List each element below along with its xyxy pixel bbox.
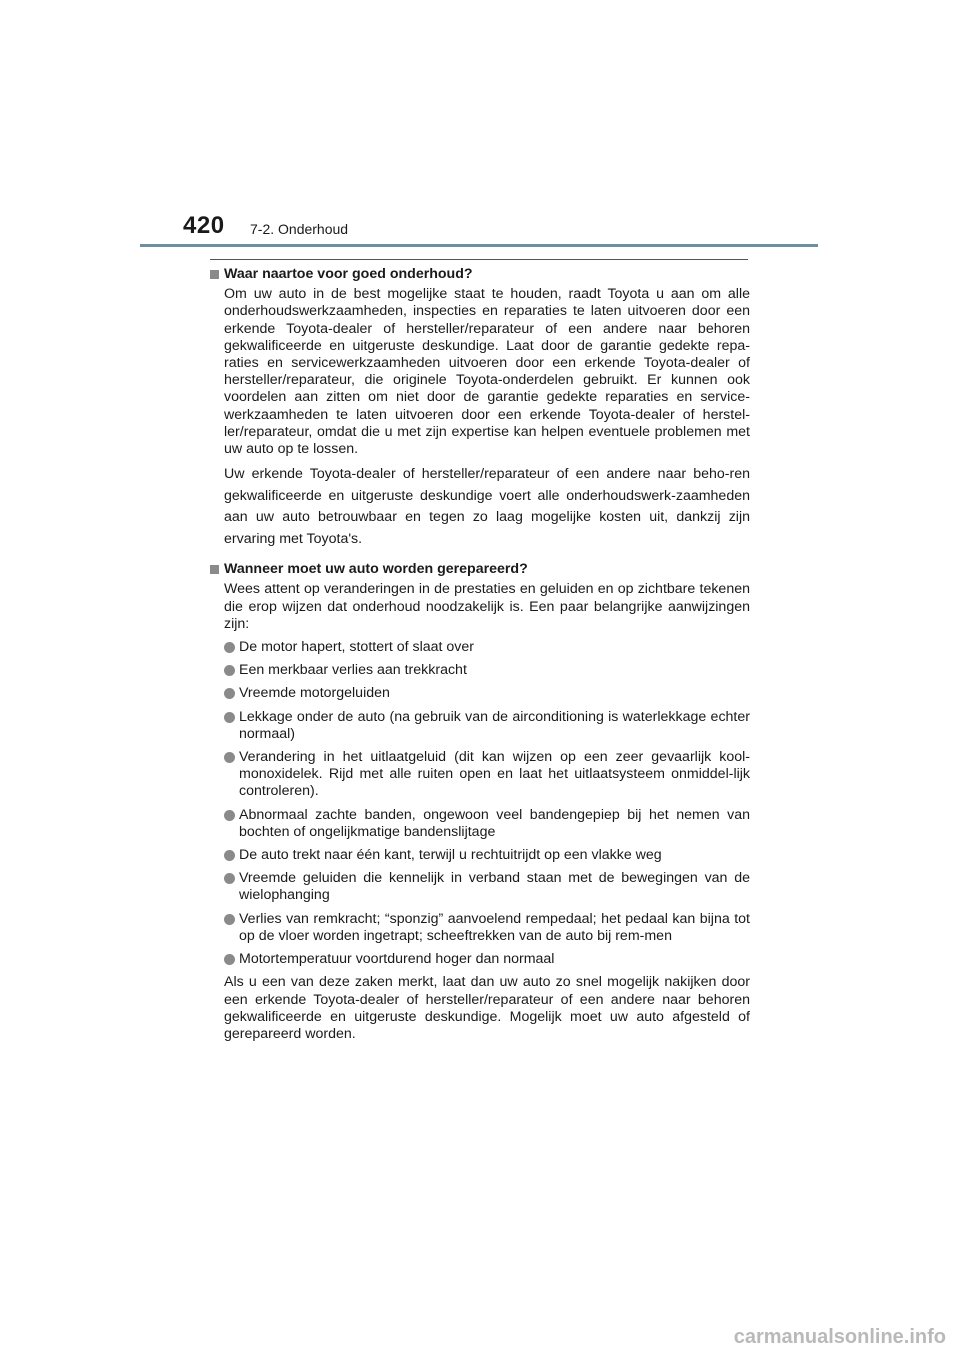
page-content <box>210 266 750 1049</box>
circle-bullet-icon <box>224 954 235 965</box>
list-item <box>224 870 750 904</box>
circle-bullet-icon <box>224 873 235 884</box>
header-rule <box>140 244 818 247</box>
circle-bullet-icon <box>224 665 235 676</box>
section-heading <box>210 266 750 283</box>
circle-bullet-icon <box>224 688 235 699</box>
watermark: carmanualsonline.info <box>733 1326 946 1348</box>
list-item-text: Vreemde motorgeluiden <box>239 685 390 702</box>
heading-text: Waar naartoe voor goed onderhoud? <box>224 266 473 282</box>
list-item <box>224 662 750 679</box>
list-item-text: De auto trekt naar één kant, terwijl u rechtuitrijdt op een vlakke weg <box>239 847 662 864</box>
list-item <box>224 911 750 945</box>
list-item-text: Lekkage onder de auto (na gebruik van de airconditioning is waterlekkage echter normaal) <box>239 708 750 742</box>
paragraph: Wees attent op veranderingen in de prestaties en geluiden en op zichtbare tekenen die erop wijzen dat onderhoud noodzakelijk is. Een paar belangrijke aanwijzingen zijn: <box>224 581 750 632</box>
circle-bullet-icon <box>224 810 235 821</box>
list-item-text: Abnormaal zachte banden, ongewoon veel bandengepiep bij het nemen van bochten of ongelijkmatige bandenslijtage <box>239 806 750 840</box>
list-item-text: Verlies van remkracht; “sponzig” aanvoelend rempedaal; het pedaal kan bijna tot op de vloer worden ingetrapt; scheeftrekken van de auto bij rem-men <box>239 910 750 944</box>
list-item <box>224 847 750 864</box>
list-item <box>224 639 750 656</box>
list-item-text: Motortemperatuur voortdurend hoger dan normaal <box>239 951 555 968</box>
list-item-text: Een merkbaar verlies aan trekkracht <box>239 662 467 679</box>
circle-bullet-icon <box>224 642 235 653</box>
list-item-text: Vreemde geluiden die kennelijk in verband staan met de bewegingen van de wielophanging <box>239 870 750 904</box>
list-item <box>224 749 750 801</box>
paragraph: Om uw auto in de best mogelijke staat te houden, raadt Toyota u aan om alle onderhoudswerkzaamheden, inspecties en reparaties te laten uitvoeren door een erkende Toyota-dealer of hersteller/reparateur of een andere naar behoren gekwalificeerde en uitgeruste deskundige. Laat door de garantie gedekte repa-raties en servicewerkzaamheden uitvoeren door een erkende Toyota-dealer of hersteller/reparateur, die originele Toyota-onderdelen gebruikt. Er kunnen ook voordelen aan zitten om niet door de garantie gedekte reparaties en service-werkzaamheden te laten uitvoeren door een erkende Toyota-dealer of herstel-ler/reparateur, omdat die u met zijn expertise kan helpen eventuele problemen met uw auto op te lossen. <box>224 286 750 458</box>
list-item <box>224 951 750 968</box>
section-heading <box>210 561 750 578</box>
circle-bullet-icon <box>224 914 235 925</box>
content-rule <box>210 259 748 260</box>
list-item <box>224 685 750 702</box>
circle-bullet-icon <box>224 712 235 723</box>
list-item-text: Verandering in het uitlaatgeluid (dit kan wijzen op een zeer gevaarlijk kool-monoxidelek. Rijd met alle ruiten open en laat het uitlaatsysteem onmiddel-lijk controleren). <box>239 749 750 800</box>
paragraph: Uw erkende Toyota-dealer of hersteller/reparateur of een andere naar beho-ren gekwalificeerde en uitgeruste deskundige voert alle onderhoudswerk-zaamheden aan uw auto betrouwbaar en tegen zo laag mogelijke kosten uit, dankzij zijn ervaring met Toyota's. <box>224 466 750 547</box>
paragraph: Als u een van deze zaken merkt, laat dan uw auto zo snel mogelijk nakijken door een erkende Toyota-dealer of hersteller/reparateur of een andere naar behoren gekwalificeerde en uitgeruste deskundige. Mogelijk moet uw auto afgesteld of gerepareerd worden. <box>224 974 750 1042</box>
page-number: 420 <box>183 212 225 239</box>
list-item <box>224 709 750 743</box>
list-item-text: De motor hapert, stottert of slaat over <box>239 639 474 656</box>
circle-bullet-icon <box>224 850 235 861</box>
heading-text: Wanneer moet uw auto worden gerepareerd? <box>224 561 528 578</box>
square-bullet-icon <box>210 270 219 279</box>
circle-bullet-icon <box>224 752 235 763</box>
section-title: 7-2. Onderhoud <box>250 221 349 237</box>
square-bullet-icon <box>210 565 219 574</box>
list-item <box>224 807 750 841</box>
